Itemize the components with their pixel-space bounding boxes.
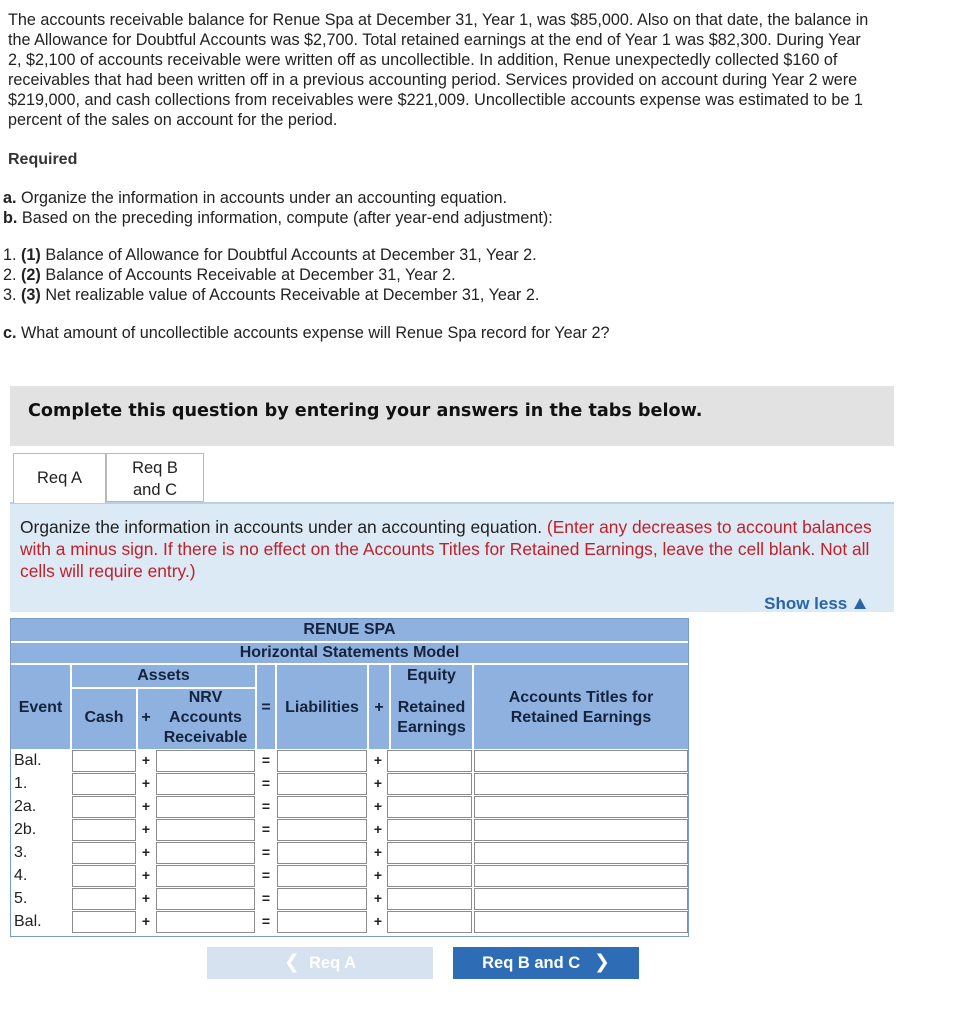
problem-line: $219,000, and cash collections from receivables were $221,009. Uncollectible accounts expense was estimated to be 1 (8, 91, 863, 109)
sub-item-1: 1. (1) Balance of Allowance for Doubtful Accounts at December 31, Year 2. (3, 246, 537, 264)
plus-sign: + (373, 821, 383, 837)
event-label: 2b. (14, 821, 37, 838)
retained-earnings-input[interactable] (387, 750, 472, 772)
nrv-accounts-receivable-input[interactable] (156, 888, 255, 910)
problem-line: 2, $2,100 of accounts receivable were written off as uncollectible. In addition, Renue unexpectedly collected $160 of (8, 51, 838, 69)
liabilities-input[interactable] (277, 796, 367, 818)
retained-earnings-input[interactable] (387, 773, 472, 795)
cash-input[interactable] (72, 773, 136, 795)
retained-earnings-input[interactable] (387, 888, 472, 910)
retained-earnings-input[interactable] (387, 842, 472, 864)
table-row (11, 796, 688, 819)
event-label: 4. (14, 867, 28, 884)
table-row (11, 888, 688, 911)
equals-sign: = (261, 798, 271, 814)
company-name: RENUE SPA (303, 621, 396, 638)
sub-item-2: 2. (2) Balance of Accounts Receivable at December 31, Year 2. (3, 265, 456, 284)
triangle-up-icon (854, 598, 866, 609)
next-req-b-and-c-button[interactable]: Req B and C ❯ (453, 947, 639, 979)
plus-header: + (374, 699, 384, 716)
nrv-accounts-receivable-input[interactable] (156, 796, 255, 818)
tab-req-b-label-line1: Req B (132, 459, 178, 477)
tab-req-a-label: Req A (37, 469, 82, 487)
prev-req-a-button[interactable]: ❮ Req A (207, 947, 433, 979)
account-title-input[interactable] (474, 842, 688, 864)
cash-input[interactable] (72, 750, 136, 772)
cash-input[interactable] (72, 865, 136, 887)
table-row (11, 865, 688, 888)
required-heading: Required (8, 151, 78, 168)
instruction-panel (10, 502, 894, 612)
table-row (11, 842, 688, 865)
tab-req-b-label-line2: and C (132, 481, 178, 499)
event-label: 3. (14, 844, 28, 861)
equals-sign: = (261, 821, 271, 837)
chevron-left-icon: ❮ (283, 952, 300, 973)
retained-earnings-input[interactable] (387, 796, 472, 818)
equals-header: = (261, 699, 271, 716)
retained-earnings-header: Retained Earnings (397, 699, 466, 736)
plus-sign: + (141, 821, 151, 837)
tab-req-a[interactable] (13, 453, 106, 503)
plus-sign: + (373, 775, 383, 791)
plus-sign: + (141, 752, 151, 768)
equals-sign: = (261, 775, 271, 791)
required-list (3, 189, 553, 228)
retained-earnings-input[interactable] (387, 819, 472, 841)
show-less-link[interactable]: Show less (764, 594, 866, 614)
account-title-input[interactable] (474, 773, 688, 795)
sub-item-3: 3. (3) Net realizable value of Accounts Receivable at December 31, Year 2. (3, 285, 540, 304)
liabilities-input[interactable] (277, 888, 367, 910)
event-label: Bal. (14, 913, 42, 930)
equals-sign: = (261, 890, 271, 906)
problem-line: receivables that had been written off in a previous accounting period. Services provided on account during Year 2 were (8, 71, 858, 89)
problem-line: The accounts receivable balance for Renue Spa at December 31, Year 1, was $85,000. Also on that date, the balance in (8, 11, 869, 29)
nrv-accounts-receivable-input[interactable] (156, 819, 255, 841)
plus-sign: + (373, 867, 383, 883)
table-row (11, 750, 688, 773)
equals-sign: = (261, 867, 271, 883)
cash-input[interactable] (72, 796, 136, 818)
tab-req-b-and-c[interactable] (106, 453, 204, 502)
liabilities-header: Liabilities (285, 699, 359, 716)
liabilities-input[interactable] (277, 750, 367, 772)
account-title-input[interactable] (474, 819, 688, 841)
problem-statement (8, 10, 948, 130)
nrv-accounts-receivable-input[interactable] (156, 842, 255, 864)
event-label: 5. (14, 890, 28, 907)
retained-earnings-input[interactable] (387, 865, 472, 887)
equals-sign: = (261, 752, 271, 768)
equals-sign: = (261, 844, 271, 860)
account-title-input[interactable] (474, 750, 688, 772)
instruction-text: Organize the information in accounts under an accounting equation. (20, 517, 543, 537)
plus-sign: + (373, 798, 383, 814)
required-item-c: c. What amount of uncollectible accounts expense will Renue Spa record for Year 2? (3, 324, 610, 342)
account-titles-header: Accounts Titles for Retained Earnings (508, 689, 654, 726)
liabilities-input[interactable] (277, 911, 367, 933)
nrv-accounts-receivable-input[interactable] (156, 773, 255, 795)
problem-line: the Allowance for Doubtful Accounts was $2,700. Total retained earnings at the end of Year 1 was $82,300. During Year (8, 31, 861, 49)
nrv-accounts-receivable-input[interactable] (156, 750, 255, 772)
plus-sign: + (373, 844, 383, 860)
account-title-input[interactable] (474, 796, 688, 818)
account-title-input[interactable] (474, 865, 688, 887)
plus-sign: + (141, 844, 151, 860)
table-row (11, 911, 688, 934)
plus-sign: + (141, 775, 151, 791)
problem-line: percent of the sales on account for the period. (8, 111, 338, 129)
event-label: Bal. (14, 752, 42, 769)
required-item-b: b. Based on the preceding information, compute (after year-end adjustment): (3, 208, 553, 227)
instructions-banner (10, 386, 894, 446)
liabilities-input[interactable] (277, 773, 367, 795)
plus-sign: + (141, 890, 151, 906)
nrv-accounts-receivable-input[interactable] (156, 865, 255, 887)
chevron-right-icon: ❯ (593, 952, 610, 973)
required-item-a: a. Organize the information in accounts under an accounting equation. (3, 189, 507, 207)
plus-sign: + (141, 798, 151, 814)
cash-input[interactable] (72, 819, 136, 841)
plus-sign: + (373, 890, 383, 906)
cash-input[interactable] (72, 888, 136, 910)
nrv-header: NRV Accounts Receivable (163, 689, 248, 746)
cash-input[interactable] (72, 911, 136, 933)
instruction-note: (Enter any decreases to account balances with a minus sign. If there is no effect on the Accounts Titles for Retained Earnings, leave the cell blank. Not all cells will require entry.) (20, 517, 872, 581)
cash-header: Cash (84, 709, 124, 726)
retained-earnings-input[interactable] (387, 911, 472, 933)
nrv-accounts-receivable-input[interactable] (156, 911, 255, 933)
plus-sign: + (141, 867, 151, 883)
table-title: Horizontal Statements Model (239, 644, 460, 661)
event-header: Event (18, 699, 63, 716)
plus-sign: + (141, 913, 151, 929)
liabilities-input[interactable] (277, 842, 367, 864)
event-label: 2a. (14, 798, 37, 815)
plus-sign: + (373, 913, 383, 929)
table-row (11, 773, 688, 796)
plus-header: + (141, 709, 151, 726)
equity-header: Equity (407, 667, 456, 684)
assets-header: Assets (137, 667, 190, 684)
horizontal-statements-model (10, 618, 689, 937)
required-sub-list (3, 246, 539, 305)
plus-sign: + (373, 752, 383, 768)
equals-sign: = (261, 913, 271, 929)
liabilities-input[interactable] (277, 865, 367, 887)
event-label: 1. (14, 775, 28, 792)
liabilities-input[interactable] (277, 819, 367, 841)
banner-text: Complete this question by entering your answers in the tabs below. (28, 401, 703, 421)
account-title-input[interactable] (474, 911, 688, 933)
cash-input[interactable] (72, 842, 136, 864)
table-row (11, 819, 688, 842)
account-title-input[interactable] (474, 888, 688, 910)
